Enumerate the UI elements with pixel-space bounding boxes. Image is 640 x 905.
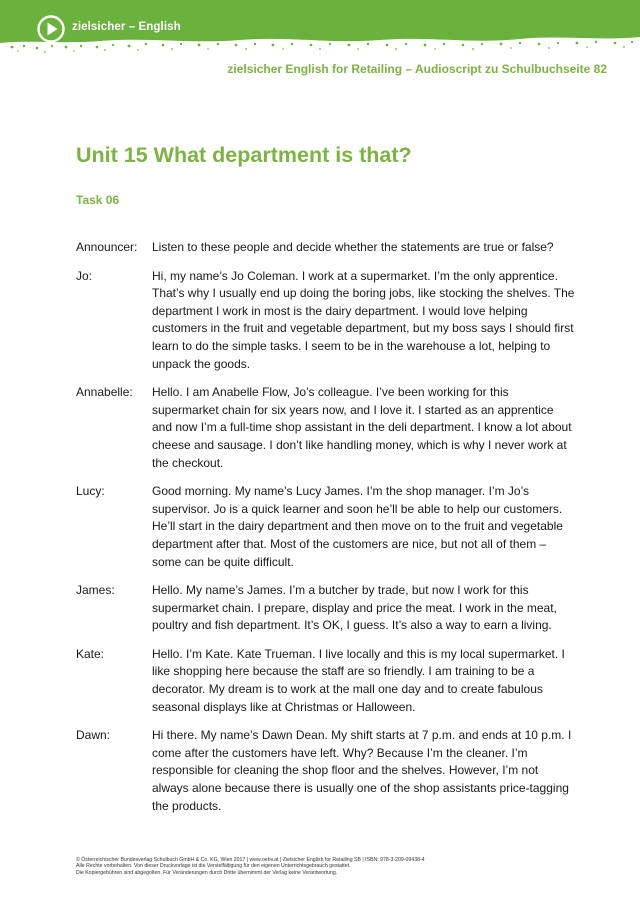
footer-line: Alle Rechte vorbehalten. Von dieser Druckvorlage ist die Vervielfältigung für den eigenen Unterrichtsgebrauch gestattet. <box>76 863 351 870</box>
page-title: Unit 15 What department is that? <box>76 143 412 167</box>
speaker-label: Lucy: <box>76 484 105 499</box>
speaker-text: Hi, my name’s Jo Coleman. I work at a supermarket. I’m the only apprentice. That’s why I usually end up doing the boring jobs, like stocking the shelves. The department I work in most is the dairy department. I would love helping customers in the fruit and vegetable department, but my boss says I should first learn to do the simple tasks. I seem to be in the warehouse a lot, helping to unpack the goods. <box>152 268 575 371</box>
script-turn-kate <box>76 646 576 716</box>
footer-line: © Österreichischer Bundesverlag Schulbuch GmbH & Co. KG, Wien 2017 | www.oebv.at | Zielsicher English for Retailing SB | ISBN: 978-3-209-09438-4 <box>76 857 425 863</box>
speaker-text: Good morning. My name’s Lucy James. I’m the shop manager. I’m Jo’s supervisor. Jo is a quick learner and soon he’ll be able to help our customers. He’ll start in the dairy department and then move on to the fruit and vegetable department after that. Most of the customers are nice, but not all of them – some can be quite difficult. <box>152 484 563 569</box>
script-turn-lucy <box>76 483 576 571</box>
task-label: Task 06 <box>76 193 120 207</box>
play-circle-icon <box>36 14 66 44</box>
script-turn-announcer <box>76 239 576 257</box>
script-turn-james <box>76 582 576 635</box>
copyright-footer <box>76 857 576 876</box>
speaker-label: Dawn: <box>76 728 111 743</box>
speaker-label: Announcer: <box>76 240 138 254</box>
script-turn-jo <box>76 268 576 374</box>
speaker-text: Hello. I am Anabelle Flow, Jo’s colleague. I’ve been working for this supermarket chain for six years now, and I love it. I started as an apprentice and now I’m a full-time shop assistant in the deli department. I know a lot about cheese and sausage. I don’t like handling money, which is why I never work at the checkout. <box>152 385 572 470</box>
speaker-label: Jo: <box>76 268 93 283</box>
running-header: zielsicher English for Retailing – Audioscript zu Schulbuchseite 82 <box>227 62 607 76</box>
speaker-text: Listen to these people and decide whether the statements are true or false? <box>152 240 554 254</box>
speaker-text: Hi there. My name’s Dawn Dean. My shift starts at 7 p.m. and ends at 10 p.m. I come after the customers have left. Why? Because I’m the cleaner. I’m responsible for cleaning the shop floor and the shelves. However, I’m not always alone because there is usually one of the shop assistants price-tagging the products. <box>152 728 572 813</box>
brand-name: zielsicher – English <box>72 21 181 33</box>
footer-line: Die Kopiergebühren sind abgegolten. Für Veränderungen durch Dritte übernimmt der Verlag keine Verantwortung. <box>76 869 338 876</box>
script-turn-annabelle <box>76 384 576 472</box>
speaker-label: Annabelle: <box>76 385 133 400</box>
audioscript <box>76 239 576 826</box>
speaker-text: Hello. My name’s James. I’m a butcher by trade, but now I work for this supermarket chain. I prepare, display and price the meat. I work in the meat, poultry and fish department. It’s OK, I guess. It’s also a way to earn a living. <box>152 583 557 633</box>
speaker-text: Hello. I’m Kate. Kate Trueman. I live locally and this is my local supermarket. I like shopping here because the staff are so friendly. I am training to be a decorator. My dream is to work at the mall one day and to create fabulous seasonal displays like at Christmas or Halloween. <box>152 646 565 714</box>
speaker-label: James: <box>76 583 115 598</box>
speaker-label: Kate: <box>76 646 105 661</box>
script-turn-dawn <box>76 727 576 815</box>
